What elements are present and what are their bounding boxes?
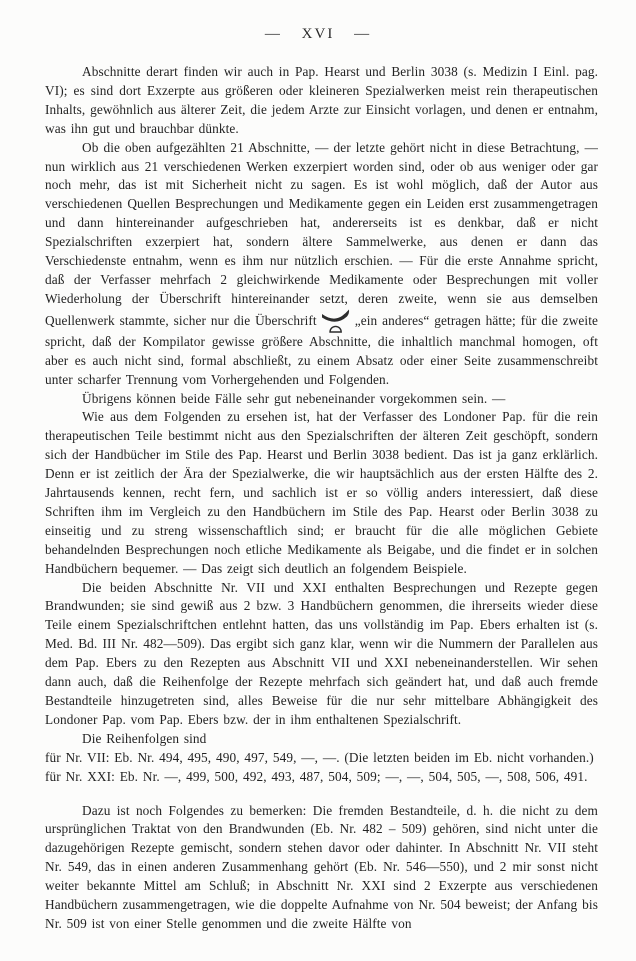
paragraph-5: Die beiden Abschnitte Nr. VII und XXI enthalten Besprechungen und Rezepte gegen Brandwunden; sie sind gewiß aus 2 bzw. 3 Handbüchern genommen, die ihrerseits wieder diese Teile einem Spezialschriftchen entlehnt hatten, das uns vollständig im Pap. Ebers erhalten ist (s. Med. Bd. III Nr. 482—509). Das ergibt sich ganz klar, wenn wir die Nummern der Parallelen aus dem Pap. Ebers zu den Rezepten aus Abschnitt VII und XXI nebeneinanderstellen. Wir sehen dann auch, daß die Reihenfolge der Rezepte mehrfach sich geändert hat, und daß auch fremde Bestandteile hinzugetreten sind, alles Beweise für die nur sehr mittelbare Abhängigkeit des Londoner Pap. vom Pap. Ebers bzw. der in ihm enthaltenen Spezialschrift.: [45, 579, 598, 727]
paragraph-4: Wie aus dem Folgenden zu ersehen ist, hat der Verfasser des Londoner Pap. für die rein therapeutischen Teile bestimmt nicht aus den Spezialschriften der älteren Zeit geschöpft, sondern sich der Handbücher im Stile des Pap. Hearst und Berlin 3038 bedient. Das ist ja ganz erklärlich. Denn er ist zeitlich der Ära der Spezialwerke, die wir hauptsächlich aus der ersten Hälfte des 2. Jahrtausends kennen, recht fern, und sachlich ist er so völlig anders interessiert, daß diese Schriften ihm im Vergleich zu den Handbüchern im Stile des Pap. Hearst oder Berlin 3038 zu einseitig und zu streng wissenschaftlich sind; er braucht für die alle möglichen Gebiete behandelnden Besprechungen noch etliche Medikamente als Beigabe, und die findet er in solchen Handbüchern bequemer. — Das zeigt sich deutlich an folgendem Beispiele.: [45, 409, 598, 576]
sequence-list: [45, 749, 598, 787]
sequence-heading: Die Reihenfolgen sind: [82, 730, 207, 746]
section-spacer: [45, 787, 598, 802]
paragraph-2-text-b: „ein anderes“ getragen hätte; für die zweite spricht, daß der Kompilator gewisse größere Abschnitte, die inhaltlich manchmal homogen, oft aber es auch nicht sind, formal abschließt, zu einem Absatz oder einer Seite zusammenschreibt unter scharfer Trennung vom Vorhergehenden und Folgenden.: [45, 312, 598, 387]
paragraph-2-text-a: Ob die oben aufgezählten 21 Abschnitte, — der letzte gehört nicht in diese Betrachtung, — nun wirklich aus 21 verschiedenen Werken exzerpiert worden sind, oder ob aus weniger oder gar noch mehr, das ist mit Sicherheit nicht zu sagen. Es ist wohl möglich, daß der Autor aus verschiedenen Quellen Besprechungen und Medikamente gegen ein Leiden erst zusammengetragen und dann hintereinander aufgeschrieben hat, andererseits ist es denkbar, daß er nicht Spezialschriften exzerpiert hat, sondern ältere Sammelwerke, aus denen er dann das Verschiedenste entnahm, wenn es ihm nur nützlich erschien. — Für die erste Annahme spricht, daß der Verfasser mehrfach 2 gleichwirkende Medikamente oder Besprechungen mit voller Wiederholung der Überschrift hintereinander setzt, deren zweite, wenn sie aus demselben Quellenwerk stammte, sicher nur die Überschrift: [45, 139, 598, 328]
sequence-line-vii: für Nr. VII: Eb. Nr. 494, 495, 490, 497, 549, —, —. (Die letzten beiden im Eb. nicht vorhanden.): [45, 749, 594, 765]
paragraph-6: Dazu ist noch Folgendes zu bemerken: Die fremden Bestandteile, d. h. die nicht zu dem ursprünglichen Traktat von den Brandwunden (Eb. Nr. 482 – 509) gehören, sind nicht unter die dazugehörigen Rezepte gemischt, sondern stehen davor oder dahinter. In Abschnitt Nr. VII steht Nr. 549, das in einen anderen Zusammenhang gehört (Eb. Nr. 546—550), und 2 mir sonst nicht weiter bekannte Mittel am Schluß; in Abschnitt Nr. XXI sind 2 Exzerpte aus verschiedenen Handbüchern zusammengetragen, wie die doppelte Aufnahme von Nr. 504 beweist; der Anfang bis Nr. 509 ist von einer Stelle genommen und die zweite Hälfte von: [45, 802, 598, 931]
text-block: [45, 63, 598, 934]
page-number: — XVI —: [264, 26, 372, 42]
paragraph-2: [45, 139, 598, 390]
paragraph-3: Übrigens können beide Fälle sehr gut nebeneinander vorgekommen sein. —: [82, 390, 506, 406]
paragraph-1: Abschnitte derart finden wir auch in Pap. Hearst und Berlin 3038 (s. Medizin I Einl. pag. VI); es sind dort Exzerpte aus größeren oder kleineren Spezialwerken meist rein therapeutischen Inhalts, gewöhnlich aus älterer Zeit, die jedem Arzte zur Einsicht vorlagen, und denen er entnahm, was ihn gut und brauchbar dünkte.: [45, 64, 598, 136]
sequence-line-xxi: für Nr. XXI: Eb. Nr. —, 499, 500, 492, 493, 487, 504, 509; —, —, 504, 505, —, 508, 506, 491.: [45, 768, 588, 784]
hieroglyph-ky-icon: [321, 309, 351, 333]
